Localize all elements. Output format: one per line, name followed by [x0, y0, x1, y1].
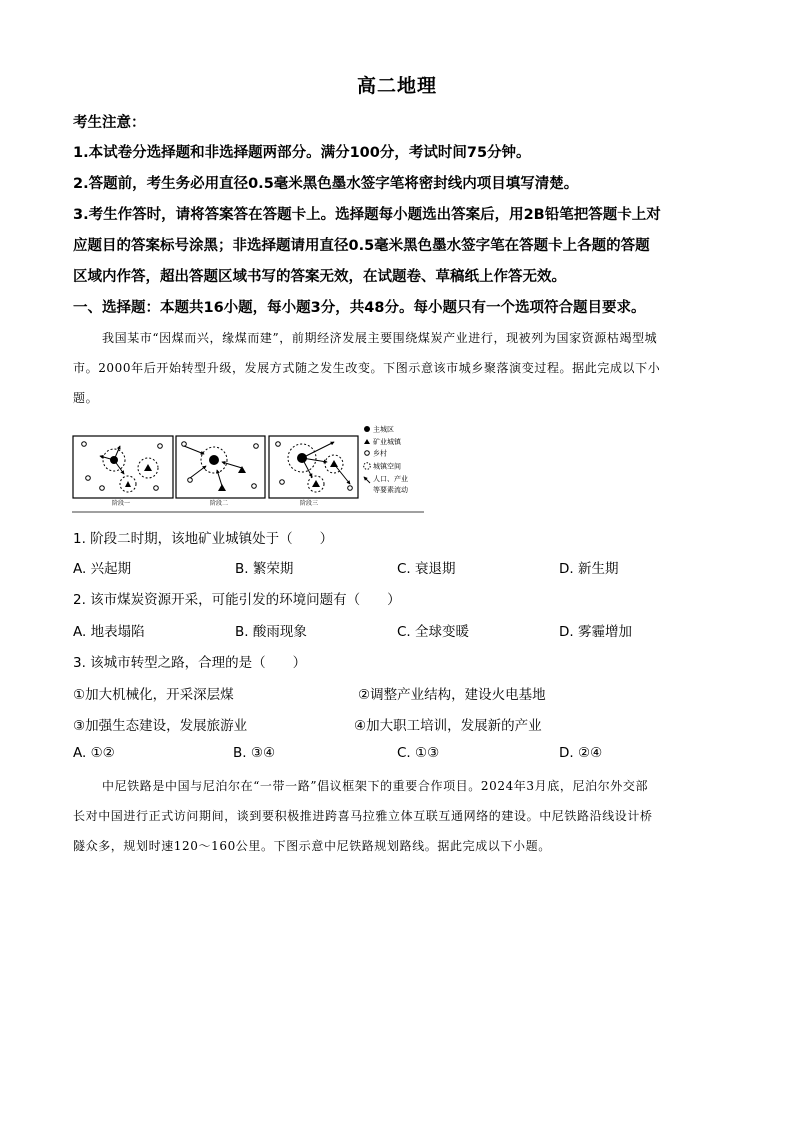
section-heading: 一、选择题：本题共16小题，每小题3分，共48分。每小题只有一个选项符合题目要求。 [73, 300, 646, 316]
legend-village: 乡村 [373, 449, 387, 458]
passage1-line-3: 题。 [73, 391, 99, 405]
q3-option-a[interactable]: A. ①② [73, 745, 115, 761]
q3-option-c[interactable]: C. ①③ [397, 745, 440, 761]
q3-item-2: ②调整产业结构，建设火电基地 [358, 687, 546, 703]
stage-1-panel [73, 436, 173, 507]
q3-item-3: ③加强生态建设，发展旅游业 [73, 718, 248, 734]
q3-option-d[interactable]: D. ②④ [559, 745, 603, 761]
passage2-line-3: 隧众多，规划时速120～160公里。下图示意中尼铁路规划路线。据此完成以下小题。 [73, 839, 551, 853]
q2-option-c[interactable]: C. 全球变暖 [397, 624, 470, 640]
passage2-line-1: 中尼铁路是中国与尼泊尔在“一带一路”倡议框架下的重要合作项目。2024年3月底，尼泊尔外交部 [102, 779, 649, 793]
stage-1-label: 阶段一 [112, 500, 131, 507]
legend-flow-2: 等要素流动 [373, 486, 408, 494]
q3-option-b[interactable]: B. ③④ [233, 745, 276, 761]
q3-item-1: ①加大机械化，开采深层煤 [73, 687, 234, 703]
q1-option-c[interactable]: C. 衰退期 [397, 561, 456, 577]
notice-item-1: 1.本试卷分选择题和非选择题两部分。满分100分，考试时间75分钟。 [73, 145, 531, 161]
question-1-stem: 1. 阶段二时期，该地矿业城镇处于（ ） [73, 531, 334, 547]
q2-option-a[interactable]: A. 地表塌陷 [73, 624, 145, 640]
notice-item-3: 3.考生作答时，请将答案答在答题卡上。选择题每小题选出答案后，用2B铅笔把答题卡上对 [73, 207, 661, 223]
notice-heading: 考生注意： [73, 115, 146, 131]
question-2-stem: 2. 该市煤炭资源开采，可能引发的环境问题有（ ） [73, 592, 401, 608]
legend-mining-town: 矿业城镇 [373, 438, 401, 446]
passage1-line-2: 市。2000年后开始转型升级，发展方式随之发生改变。下图示意该市城乡聚落演变过程。据此完成以下小 [73, 361, 661, 375]
q1-option-d[interactable]: D. 新生期 [559, 561, 619, 577]
settlement-evolution-figure [72, 422, 424, 514]
figure-legend [364, 425, 408, 495]
notice-item-3-cont2: 区域内作答，超出答题区域书写的答案无效，在试题卷、草稿纸上作答无效。 [73, 269, 566, 285]
q2-option-b[interactable]: B. 酸雨现象 [235, 624, 307, 640]
passage2-line-2: 长对中国进行正式访问期间，谈到要积极推进跨喜马拉雅立体互联互通网络的建设。中尼铁路沿线设计桥 [73, 809, 653, 823]
notice-item-3-cont: 应题目的答案标号涂黑；非选择题请用直径0.5毫米黑色墨水签字笔在答题卡上各题的答题 [73, 238, 650, 254]
q1-option-a[interactable]: A. 兴起期 [73, 561, 132, 577]
q3-item-4: ④加大职工培训，发展新的产业 [354, 718, 542, 734]
passage1-line-1: 我国某市“因煤而兴，缘煤而建”，前期经济发展主要围绕煤炭产业进行，现被列为国家资源枯竭型城 [102, 331, 658, 345]
stage-3-panel [269, 436, 358, 507]
question-3-stem: 3. 该城市转型之路，合理的是（ ） [73, 655, 307, 671]
q2-option-d[interactable]: D. 雾霾增加 [559, 624, 632, 640]
notice-item-2: 2.答题前，考生务必用直径0.5毫米黑色墨水签字笔将密封线内项目填写清楚。 [73, 176, 579, 192]
q1-option-b[interactable]: B. 繁荣期 [235, 561, 294, 577]
stage-2-panel [176, 436, 265, 507]
page-title: 高二地理 [356, 75, 437, 97]
legend-flow-1: 人口、产业 [373, 475, 408, 483]
legend-main-city: 主城区 [373, 425, 394, 434]
stage-3-label: 阶段三 [300, 500, 319, 507]
legend-town-space: 城镇空间 [373, 462, 401, 471]
stage-2-label: 阶段二 [210, 500, 229, 507]
